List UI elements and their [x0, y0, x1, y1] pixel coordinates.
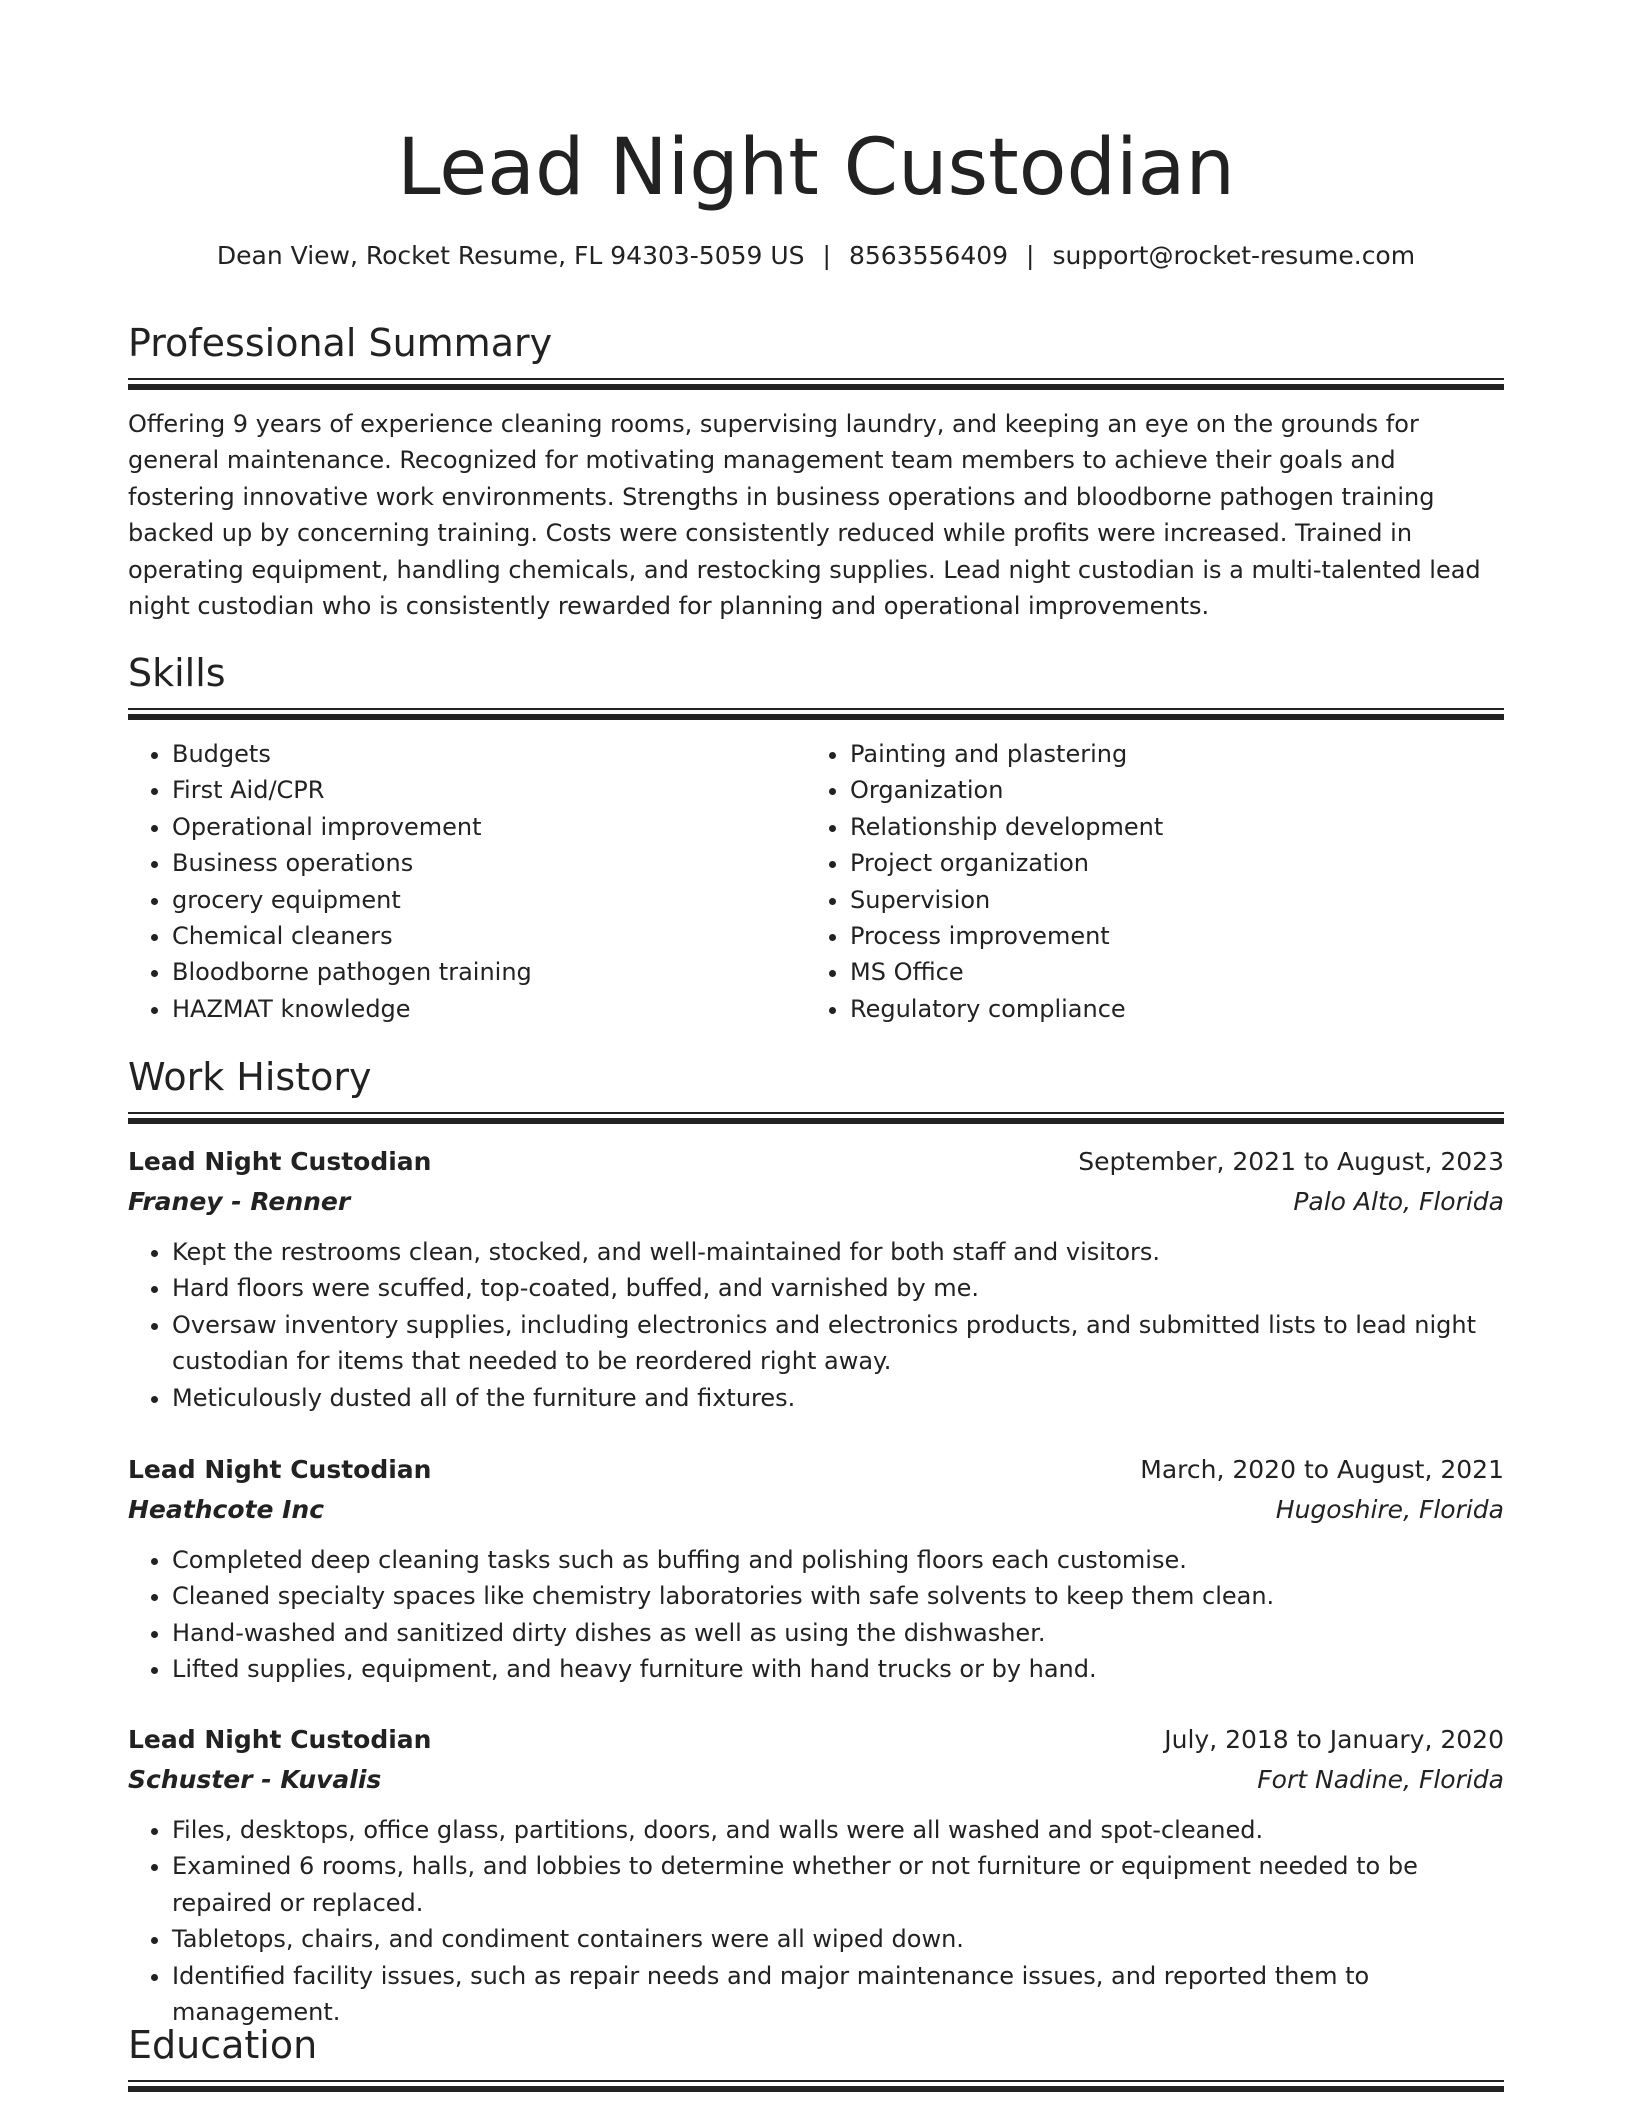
contact-email: support@rocket-resume.com — [1052, 241, 1416, 270]
skill-item: • First Aid/CPR — [172, 772, 806, 808]
work-history-section — [128, 1052, 1504, 1126]
job-dates: March, 2020 to August, 2021 — [1140, 1455, 1504, 1484]
skill-item: • Relationship development — [850, 809, 1504, 845]
skill-item: • Organization — [850, 772, 1504, 808]
skill-item: • Budgets — [172, 736, 806, 772]
skill-item: • Process improvement — [850, 918, 1504, 954]
job-bullet: • Cleaned specialty spaces like chemistry laboratories with safe solvents to keep them clean. — [172, 1578, 1504, 1614]
skill-item: • Operational improvement — [172, 809, 806, 845]
skill-item: • Supervision — [850, 882, 1504, 918]
job-title: Lead Night Custodian — [128, 1147, 432, 1176]
job-bullets — [128, 1812, 1504, 2030]
job-location: Hugoshire, Florida — [1275, 1495, 1504, 1524]
job-entry — [128, 1720, 1504, 2030]
section-title-education: Education — [128, 2023, 318, 2067]
job-bullet: • Lifted supplies, equipment, and heavy furniture with hand trucks or by hand. — [172, 1651, 1504, 1687]
section-divider — [128, 378, 1504, 392]
resume-name: Lead Night Custodian — [397, 123, 1235, 213]
contact-line — [128, 238, 1504, 274]
section-title-skills: Skills — [128, 651, 226, 695]
job-title: Lead Night Custodian — [128, 1455, 432, 1484]
education-section — [128, 2020, 1504, 2094]
skills-section — [128, 648, 1504, 1027]
job-bullet: • Files, desktops, office glass, partitions, doors, and walls were all washed and spot-cleaned. — [172, 1812, 1504, 1848]
job-company: Schuster - Kuvalis — [128, 1765, 382, 1794]
skills-list-right — [806, 736, 1504, 1027]
skill-item: • Bloodborne pathogen training — [172, 954, 806, 990]
job-title: Lead Night Custodian — [128, 1725, 432, 1754]
section-title-summary: Professional Summary — [128, 321, 553, 365]
job-dates: September, 2021 to August, 2023 — [1078, 1147, 1504, 1176]
skill-item: • Business operations — [172, 845, 806, 881]
skill-item: • Regulatory compliance — [850, 991, 1504, 1027]
job-bullet: • Tabletops, chairs, and condiment containers were all wiped down. — [172, 1921, 1504, 1957]
job-location: Fort Nadine, Florida — [1257, 1765, 1504, 1794]
job-dates: July, 2018 to January, 2020 — [1164, 1725, 1504, 1754]
job-company: Heathcote Inc — [128, 1495, 325, 1524]
job-entry — [128, 1142, 1504, 1416]
contact-address: Dean View, Rocket Resume, FL 94303-5059 US — [216, 241, 805, 270]
job-bullet: • Hand-washed and sanitized dirty dishes as well as using the dishwasher. — [172, 1615, 1504, 1651]
job-location: Palo Alto, Florida — [1293, 1187, 1504, 1216]
job-bullets — [128, 1542, 1504, 1688]
contact-separator: | — [1026, 241, 1035, 270]
skill-item: • Chemical cleaners — [172, 918, 806, 954]
job-bullet: • Completed deep cleaning tasks such as buffing and polishing floors each customise. — [172, 1542, 1504, 1578]
skill-item: • Project organization — [850, 845, 1504, 881]
skills-grid — [128, 736, 1504, 1027]
summary-section — [128, 318, 1504, 624]
summary-text: Offering 9 years of experience cleaning rooms, supervising laundry, and keeping an eye on the grounds for general maintenance. Recognized for motivating management team members to achieve their goals and fostering innovative work environments. Strengths in business operations and bloodborne pathogen training backed up by concerning training. Costs were consistently reduced while profits were increased. Trained in operating equipment, handling chemicals, and restocking supplies. Lead night custodian is a multi-talented lead night custodian who is consistently rewarded for planning and operational improvements. — [128, 410, 1481, 621]
contact-separator: | — [822, 241, 831, 270]
job-company: Franey - Renner — [128, 1187, 351, 1216]
job-entry — [128, 1450, 1504, 1688]
skill-item: • HAZMAT knowledge — [172, 991, 806, 1027]
job-bullet: • Identified facility issues, such as repair needs and major maintenance issues, and reported them to management. — [172, 1958, 1504, 2031]
section-divider — [128, 1112, 1504, 1126]
skill-item: • grocery equipment — [172, 882, 806, 918]
section-divider — [128, 708, 1504, 722]
skill-item: • MS Office — [850, 954, 1504, 990]
skills-list-left — [128, 736, 806, 1027]
section-title-work-history: Work History — [128, 1055, 372, 1099]
job-bullet: • Kept the restrooms clean, stocked, and well-maintained for both staff and visitors. — [172, 1234, 1504, 1270]
contact-phone: 8563556409 — [848, 241, 1009, 270]
section-divider — [128, 2080, 1504, 2094]
job-bullet: • Meticulously dusted all of the furniture and fixtures. — [172, 1380, 1504, 1416]
job-bullets — [128, 1234, 1504, 1416]
job-bullet: • Examined 6 rooms, halls, and lobbies to determine whether or not furniture or equipment needed to be repaired or replaced. — [172, 1848, 1504, 1921]
job-bullet: • Oversaw inventory supplies, including electronics and electronics products, and submitted lists to lead night custodian for items that needed to be reordered right away. — [172, 1307, 1504, 1380]
job-bullet: • Hard floors were scuffed, top-coated, buffed, and varnished by me. — [172, 1270, 1504, 1306]
skill-item: • Painting and plastering — [850, 736, 1504, 772]
